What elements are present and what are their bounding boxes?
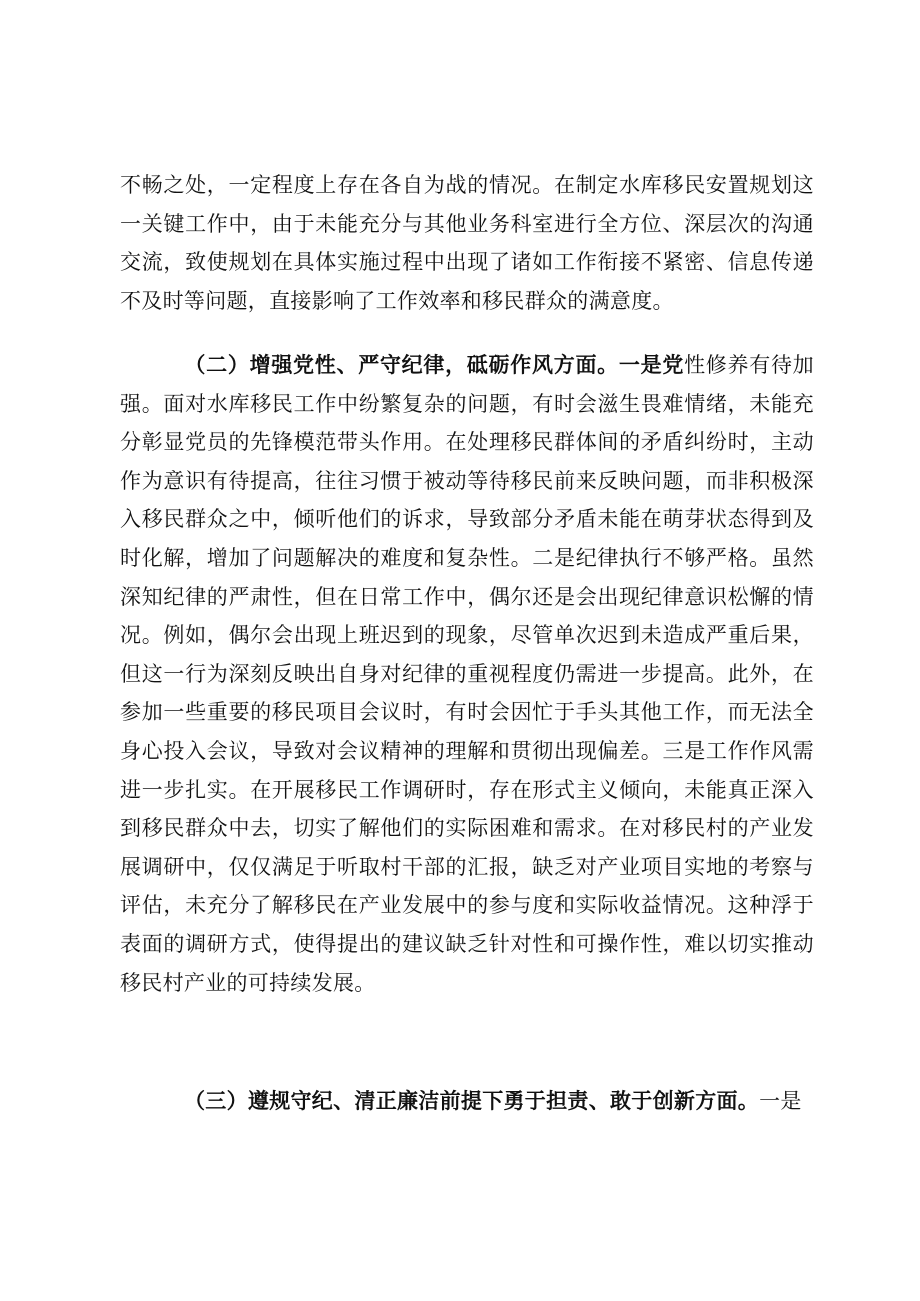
paragraph-2	[120, 346, 814, 1002]
paragraph-1	[120, 166, 814, 320]
section-3-heading: （三）遵规守纪、清正廉洁前提下勇于担责、敢于创新方面。	[184, 1088, 760, 1113]
paragraph-1-text: 不畅之处，一定程度上存在各自为战的情况。在制定水库移民安置规划这一关键工作中，由于未能充分与其他业务科室进行全方位、深层次的沟通交流，致使规划在具体实施过程中出现了诸如工作衔接不紧密、信息传递不及时等问题，直接影响了工作效率和移民群众的满意度。	[120, 173, 814, 313]
paragraph-3-body: 一是	[759, 1089, 802, 1113]
paragraph-3	[120, 1082, 814, 1121]
paragraph-2-body: 性修养有待加强。面对水库移民工作中纷繁复杂的问题，有时会滋生畏难情绪，未能充分彰显党员的先锋模范带头作用。在处理移民群体间的矛盾纠纷时，主动作为意识有待提高，往往习惯于被动等待移民前来反映问题，而非积极深入移民群众之中，倾听他们的诉求，导致部分矛盾未能在萌芽状态得到及时化解，增加了问题解决的难度和复杂性。二是纪律执行不够严格。虽然深知纪律的严肃性，但在日常工作中，偶尔还是会出现纪律意识松懈的情况。例如，偶尔会出现上班迟到的现象，尽管单次迟到未造成严重后果，但这一行为深刻反映出自身对纪律的重视程度仍需进一步提高。此外，在参加一些重要的移民项目会议时，有时会因忙于手头其他工作，而无法全身心投入会议，导致对会议精神的理解和贯彻出现偏差。三是工作作风需进一步扎实。在开展移民工作调研时，存在形式主义倾向，未能真正深入到移民群众中去，切实了解他们的实际困难和需求。在对移民村的产业发展调研中，仅仅满足于听取村干部的汇报，缺乏对产业项目实地的考察与评估，未充分了解移民在产业发展中的参与度和实际收益情况。这种浮于表面的调研方式，使得提出的建议缺乏针对性和可操作性，难以切实推动移民村产业的可持续发展。	[120, 353, 814, 995]
section-2-heading: （二）增强党性、严守纪律，砥砺作风方面。一是党	[184, 352, 685, 377]
